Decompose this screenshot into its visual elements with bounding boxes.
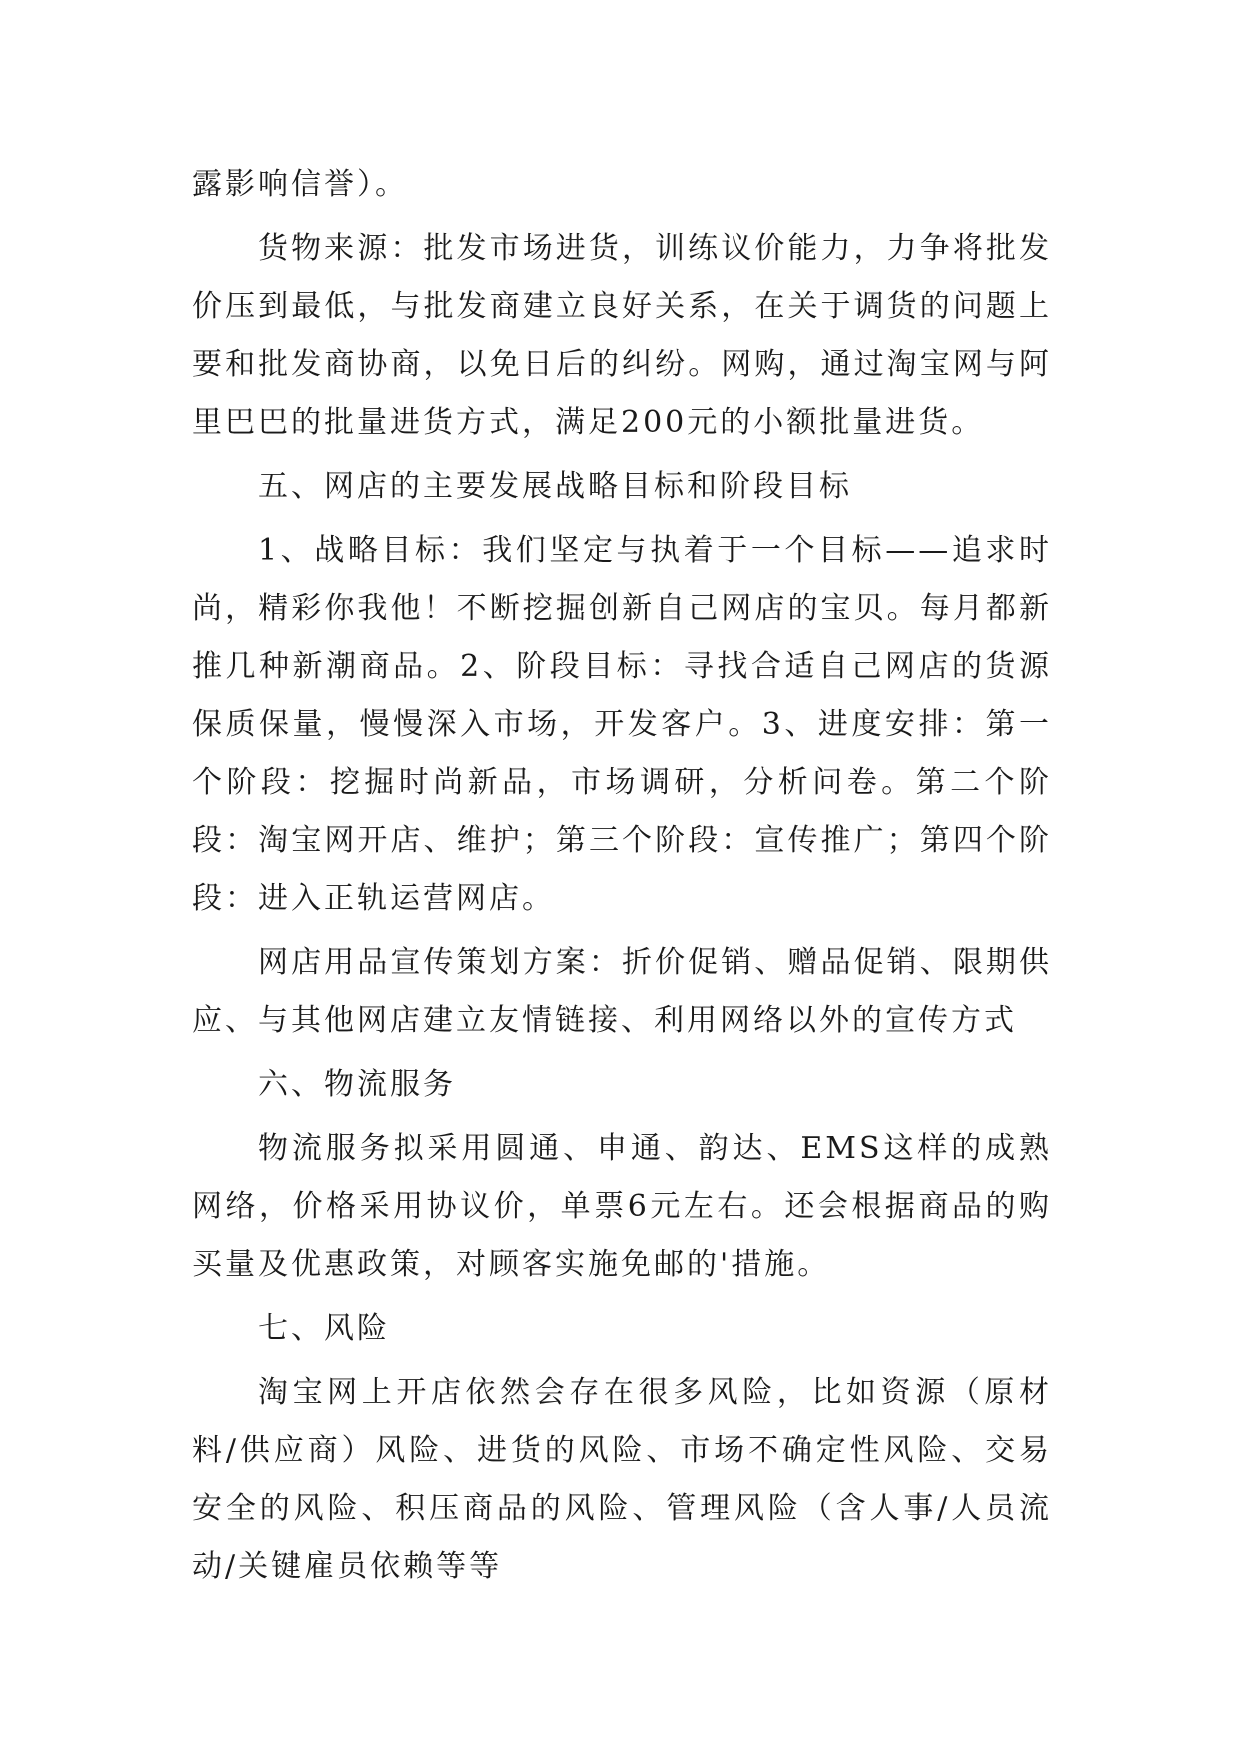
paragraph-logistics: 物流服务拟采用圆通、申通、韵达、EMS这样的成熟网络，价格采用协议价，单票6元左右。还会根据商品的购买量及优惠政策，对顾客实施免邮的'措施。 bbox=[192, 1131, 1052, 1282]
section-heading-logistics: 六、物流服务 bbox=[258, 1067, 456, 1102]
paragraph-promotion-plan: 网店用品宣传策划方案：折价促销、赠品促销、限期供应、与其他网店建立友情链接、利用网络以外的宣传方式 bbox=[192, 945, 1052, 1038]
paragraph-goods-source: 货物来源：批发市场进货，训练议价能力，力争将批发价压到最低，与批发商建立良好关系，在关于调货的问题上要和批发商协商，以免日后的纠纷。网购，通过淘宝网与阿里巴巴的批量进货方式，满足200元的小额批量进货。 bbox=[192, 231, 1052, 440]
paragraph-risk: 淘宝网上开店依然会存在很多风险，比如资源（原材料/供应商）风险、进货的风险、市场不确定性风险、交易安全的风险、积压商品的风险、管理风险（含人事/人员流动/关键雇员依赖等等 bbox=[192, 1375, 1052, 1584]
document-body bbox=[192, 156, 1052, 1602]
paragraph-strategy-goals: 1、战略目标：我们坚定与执着于一个目标——追求时尚，精彩你我他！不断挖掘创新自己网店的宝贝。每月都新推几种新潮商品。2、阶段目标：寻找合适自己网店的货源保质保量，慢慢深入市场，开发客户。3、进度安排：第一个阶段：挖掘时尚新品，市场调研，分析问卷。第二个阶段：淘宝网开店、维护；第三个阶段：宣传推广；第四个阶段：进入正轨运营网店。 bbox=[192, 533, 1052, 916]
section-heading-strategy: 五、网店的主要发展战略目标和阶段目标 bbox=[258, 469, 852, 504]
section-heading-risk: 七、风险 bbox=[258, 1311, 390, 1346]
paragraph-continuation: 露影响信誉）。 bbox=[192, 167, 408, 202]
